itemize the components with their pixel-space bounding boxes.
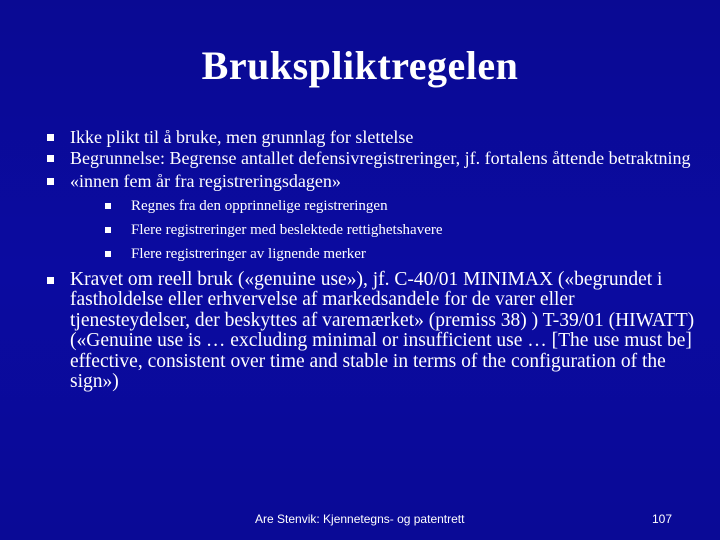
square-bullet-icon xyxy=(105,203,111,209)
slide-title: Brukspliktregelen xyxy=(201,43,519,88)
bullet-item xyxy=(47,270,697,393)
sub-bullet-list xyxy=(105,198,720,262)
bullet-text: «innen fem år fra registreringsdagen» xyxy=(70,171,341,191)
sub-bullet-text: Flere registreringer av lignende merker xyxy=(131,245,366,262)
bullet-text: Begrunnelse: Begrense antallet defensivregistreringer, jf. fortalens åttende betraktning xyxy=(70,147,691,168)
bullet-item xyxy=(47,148,697,169)
sub-bullet-item xyxy=(105,246,720,262)
square-bullet-icon xyxy=(105,251,111,257)
bullet-text: Kravet om reell bruk («genuine use»), jf. C-40/01 MINIMAX («begrundet i fastholdelse eller erhvervelse af markedsandele for de varer eller tjenesteydelser, der beskyttes af varemærket» (premiss 38) ) T-39/01 (HIWATT) («Genuine use is … excluding minimal or insufficient use … [The use must be] effective, consistent over time and stable in terms of the configuration of the sign») xyxy=(70,268,695,392)
square-bullet-icon xyxy=(47,155,54,162)
sub-bullet-item xyxy=(105,222,720,238)
bullet-item xyxy=(47,127,697,148)
bullet-item xyxy=(47,171,697,262)
bullet-list xyxy=(47,127,697,393)
page-number: 107 xyxy=(652,512,673,526)
bullet-text: Ikke plikt til å bruke, men grunnlag for slettelse xyxy=(70,127,414,147)
square-bullet-icon xyxy=(47,178,54,185)
square-bullet-icon xyxy=(47,134,54,141)
sub-bullet-text: Regnes fra den opprinnelige registreringen xyxy=(131,197,388,214)
square-bullet-icon xyxy=(105,227,111,233)
footer-text: Are Stenvik: Kjennetegns- og patentrett xyxy=(255,512,465,526)
sub-bullet-text: Flere registreringer med beslektede rettighetshavere xyxy=(131,221,443,238)
square-bullet-icon xyxy=(47,277,54,284)
sub-bullet-item xyxy=(105,198,720,214)
